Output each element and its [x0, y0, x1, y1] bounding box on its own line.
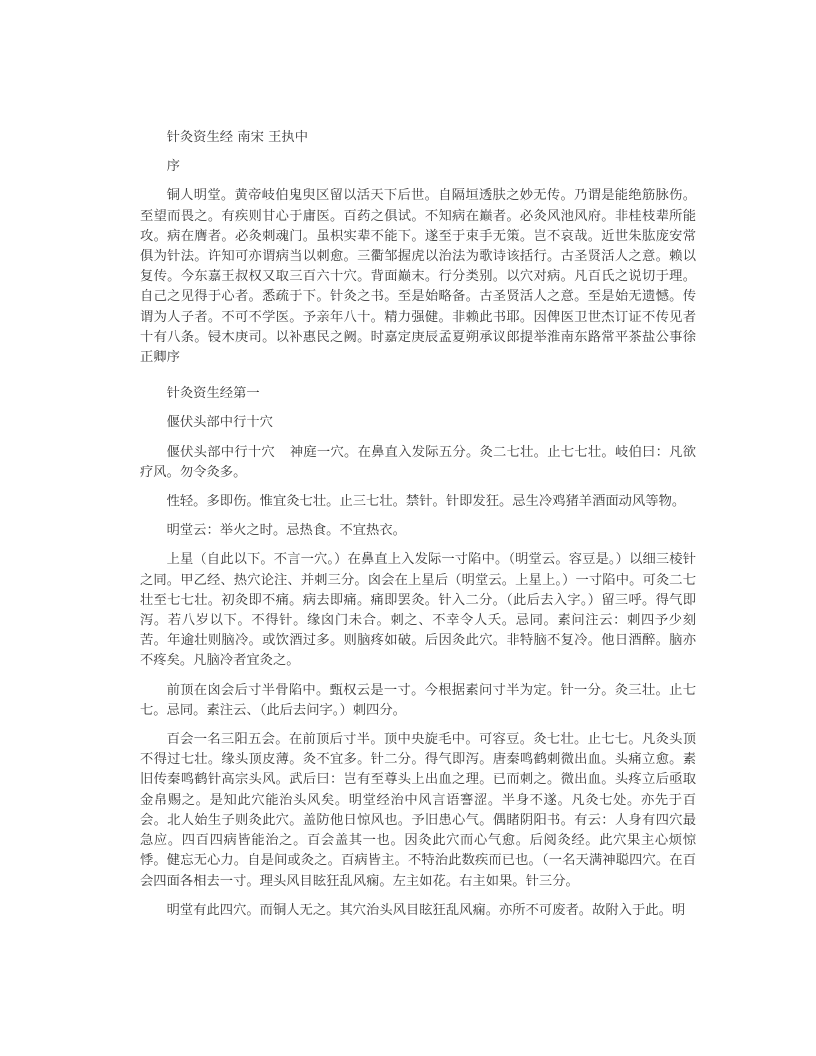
qianding-paragraph: 前顶在囟会后寸半骨陷中。甄权云是一寸。今根据素问寸半为定。针一分。灸三壮。止七七。忌同。素注云、（此后去问字。）刺四分。 — [140, 682, 696, 718]
document-title: 针灸资生经 南宋 王执中 — [166, 130, 309, 145]
shenting-lead-label: 偃伏头部中行十穴 — [166, 444, 275, 460]
document-text-column — [140, 128, 696, 930]
xingqing-paragraph: 性轻。多即伤。惟宜灸七壮。止三七壮。禁针。针即发狂。忌生冷鸡猪羊酒面动风等物。 — [166, 494, 686, 510]
preface-heading: 序 — [166, 159, 180, 175]
chapter-heading: 针灸资生经第一 — [166, 386, 260, 402]
baihui-paragraph: 百会一名三阳五会。在前顶后寸半。顶中央旋毛中。可容豆。灸七壮。止七七。凡灸头顶不得过七壮。缘头顶皮薄。灸不宜多。针二分。得气即泻。唐秦鸣鹤刺微出血。头痛立愈。素旧传秦鸣鹤针高宗头风。武后曰：岂有至尊头上出血之理。已而刺之。微出血。头疼立后亟取金帛赐之。是知此穴能治头风矣。明堂经治中风言语謇涩。半身不遂。凡灸七处。亦先于百会。北人始生子则灸此穴。盖防他日惊风也。予旧患心气。偶睹阴阳书。有云：人身有四穴最急应。四百四病皆能治之。百会盖其一也。因灸此穴而心气愈。后阅灸经。此穴果主心烦惊悸。健忘无心力。自是间或灸之。百病皆主。不特治此数疾而已也。（一名天满神聪四穴。在百会四面各相去一寸。理头风目眩狂乱风痫。左主如花。右主如果。针三分。 — [140, 732, 696, 889]
shenting-body: 神庭一穴。在鼻直入发际五分。灸二七壮。止七七壮。岐伯曰：凡欲疗风。勿令灸多。 — [140, 444, 696, 480]
mingtangyun-paragraph: 明堂云：举火之时。忌热食。不宜热衣。 — [166, 523, 406, 539]
shangxing-paragraph: 上星（自此以下。不言一穴。）在鼻直上入发际一寸陷中。（明堂云。容豆是。）以细三棱针之同。甲乙经、热穴论注、并刺三分。囟会在上星后（明堂云。上星上。）一寸陷中。可灸二七壮至七七壮。初灸即不痛。病去即痛。痛即罢灸。针入二分。（此后去入字。）留三呼。得气即泻。若八岁以下。不得针。缘囟门未合。刺之、不幸令人夭。忌同。素问注云：刺四予少刻苦。年逾壮则脑冷。或饮酒过多。则脑疼如破。后因灸此穴。非特脑不复冷。他日酒醉。脑亦不疼矣。凡脑冷者宜灸之。 — [140, 552, 696, 669]
mingtang-final-paragraph: 明堂有此四穴。而铜人无之。其穴治头风目眩狂乱风痫。亦所不可废者。故附入于此。明 — [166, 902, 686, 918]
preface-body: 铜人明堂。黄帝岐伯鬼臾区留以活天下后世。自隔垣透肤之妙无传。乃谓是能绝筋脉伤。至望而畏之。有疾则甘心于庸医。百药之俱试。不知病在巅者。必灸风池风府。非桂枝辈所能攻。病在膺者。必灸刺魂门。虽枳实辈不能下。遂至于束手无策。岂不哀哉。近世朱肱庞安常俱为针法。许知可亦谓病当以刺愈。三衢邹握虎以治法为歌诗该括行。古圣贤活人之意。赖以复传。今东嘉王叔权又取三百六十穴。背面巅末。行分类别。以穴对病。凡百氏之说切于理。自己之见得于心者。悉疏于下。针灸之书。至是始略备。古圣贤活人之意。至是始无遗憾。传谓为人子者。不可不学医。予亲年八十。精力强健。非赖此书耶。因俾医卫世杰订证不传见者十有八条。锓木庚司。以补惠民之阙。时嘉定庚辰孟夏朔承议郎提举淮南东路常平茶盐公事徐正卿序 — [140, 188, 696, 366]
shenting-paragraph — [140, 443, 696, 483]
section-heading: 偃伏头部中行十穴 — [166, 415, 273, 431]
